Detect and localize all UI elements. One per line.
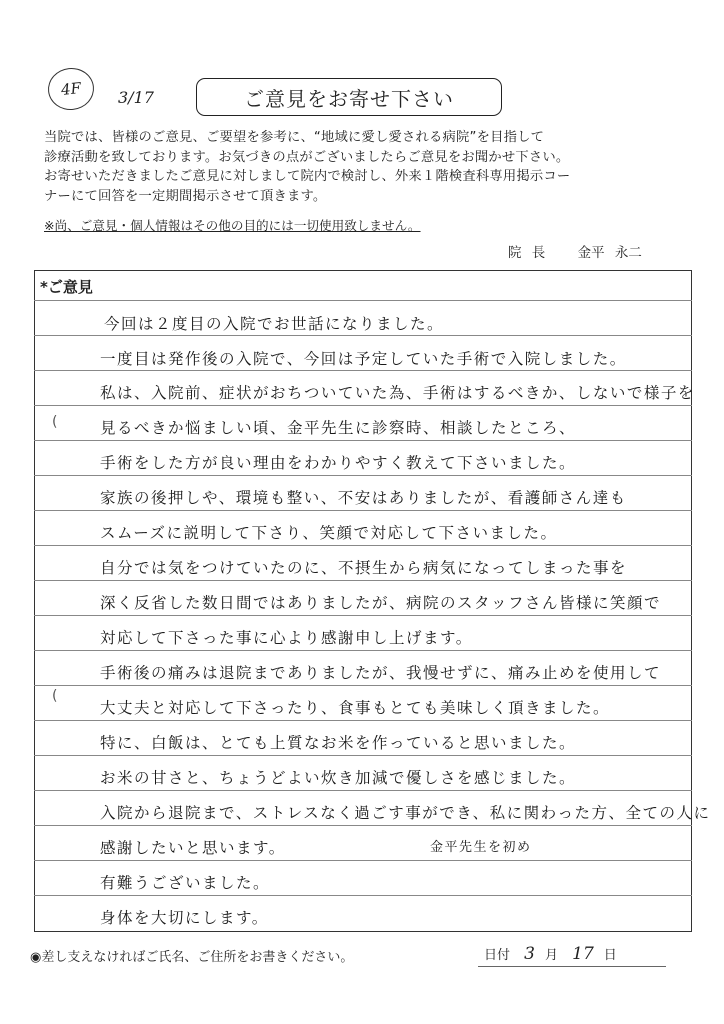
ruled-line [34,370,692,371]
handwritten-line: スムーズに説明して下さり、笑顔で対応して下さいました。 [100,524,558,542]
director-name: 金平 永二 [577,245,642,261]
ruled-line [34,300,692,301]
ruled-line [34,790,692,791]
ruled-line [34,615,692,616]
director-title: 院 長 [508,245,546,261]
ruled-line [34,580,692,581]
ruled-line [34,825,692,826]
date-field [484,944,617,964]
intro-line: ナーにて回答を一定期間掲示させて頂きます。 [44,188,327,204]
ruled-line [34,475,692,476]
ruled-line [34,650,692,651]
handwritten-line: お米の甘さと、ちょうどよい炊き加減で優しさを感じました。 [100,769,577,787]
margin-mark: ( [52,414,58,430]
ruled-line [34,720,692,721]
intro-paragraph [44,128,694,206]
ruled-line [34,755,692,756]
insertion-note: 金平先生を初め [430,840,532,855]
ruled-line [34,895,692,896]
date-day: 17 [572,944,594,964]
handwritten-line: 見るべきか悩ましい頃、金平先生に診察時、相談したところ、 [100,419,577,437]
month-unit: 月 [544,948,558,963]
handwritten-line: 手術をした方が良い理由をわかりやすく教えて下さいました。 [100,454,577,472]
handwritten-line: 有難うございました。 [100,874,271,892]
privacy-notice: ※尚、ご意見・個人情報はその他の目的には一切使用致しません。 [44,218,421,233]
date-label: 日付 [484,948,511,963]
ruled-line [34,860,692,861]
ruled-line [34,545,692,546]
handwritten-line: 手術後の痛みは退院までありましたが、我慢せずに、痛み止めを使用して [100,664,662,682]
handwritten-line: 一度目は発作後の入院で、今回は予定していた手術で入院しました。 [100,350,627,368]
handwritten-line: 感謝したいと思います。 [100,839,286,857]
ruled-line [34,440,692,441]
name-address-note: ◉差し支えなければご氏名、ご住所をお書きください。 [30,950,354,965]
handwritten-line: 特に、白飯は、とても上質なお米を作っていると思いました。 [100,734,577,752]
ruled-line [34,335,692,336]
handwritten-line: 深く反省した数日間ではありましたが、病院のスタッフさん皆様に笑顔で [100,594,662,612]
ruled-line [34,405,692,406]
handwritten-line: 大丈夫と対応して下さったり、食事もとても美味しく頂きました。 [100,699,611,717]
handwritten-line: 私は、入院前、症状がおちついていた為、手術はするべきか、しないで様子を [100,384,695,402]
director-signature [508,241,642,261]
handwritten-line: 家族の後押しや、環境も整い、不安はありましたが、看護師さん達も [100,489,627,507]
handwritten-line: 身体を大切にします。 [100,909,269,927]
ruled-line [34,685,692,686]
intro-line: お寄せいただきましたご意見に対しまして院内で検討し、外来１階検査科専用掲示コー [44,169,571,184]
margin-mark: ( [52,688,58,704]
handwritten-line: 今回は２度目の入院でお世話になりました。 [104,315,445,333]
handwritten-line: 自分では気をつけていたのに、不摂生から病気になってしまった事を [100,559,628,577]
ruled-line [34,510,692,511]
date-underline [478,966,666,967]
handwritten-date: 3/17 [118,88,154,107]
floor-tag: 4F [46,66,96,113]
handwritten-line: 対応して下さった事に心より感謝申し上げます。 [100,629,473,647]
date-month: 3 [524,944,535,964]
intro-line: 当院では、皆様のご意見、ご要望を参考に、“地域に愛し愛される病院”を目指して [44,130,545,145]
form-title: ご意見をお寄せ下さい [196,78,502,116]
opinion-label: *ご意見 [40,278,93,296]
handwritten-line: 入院から退院まで、ストレスなく過ごす事ができ、私に関わった方、全ての人に [100,804,711,822]
day-unit: 日 [603,948,617,963]
intro-line: 診療活動を致しております。お気づきの点がございましたらご意見をお聞かせ下さい。 [44,149,570,165]
